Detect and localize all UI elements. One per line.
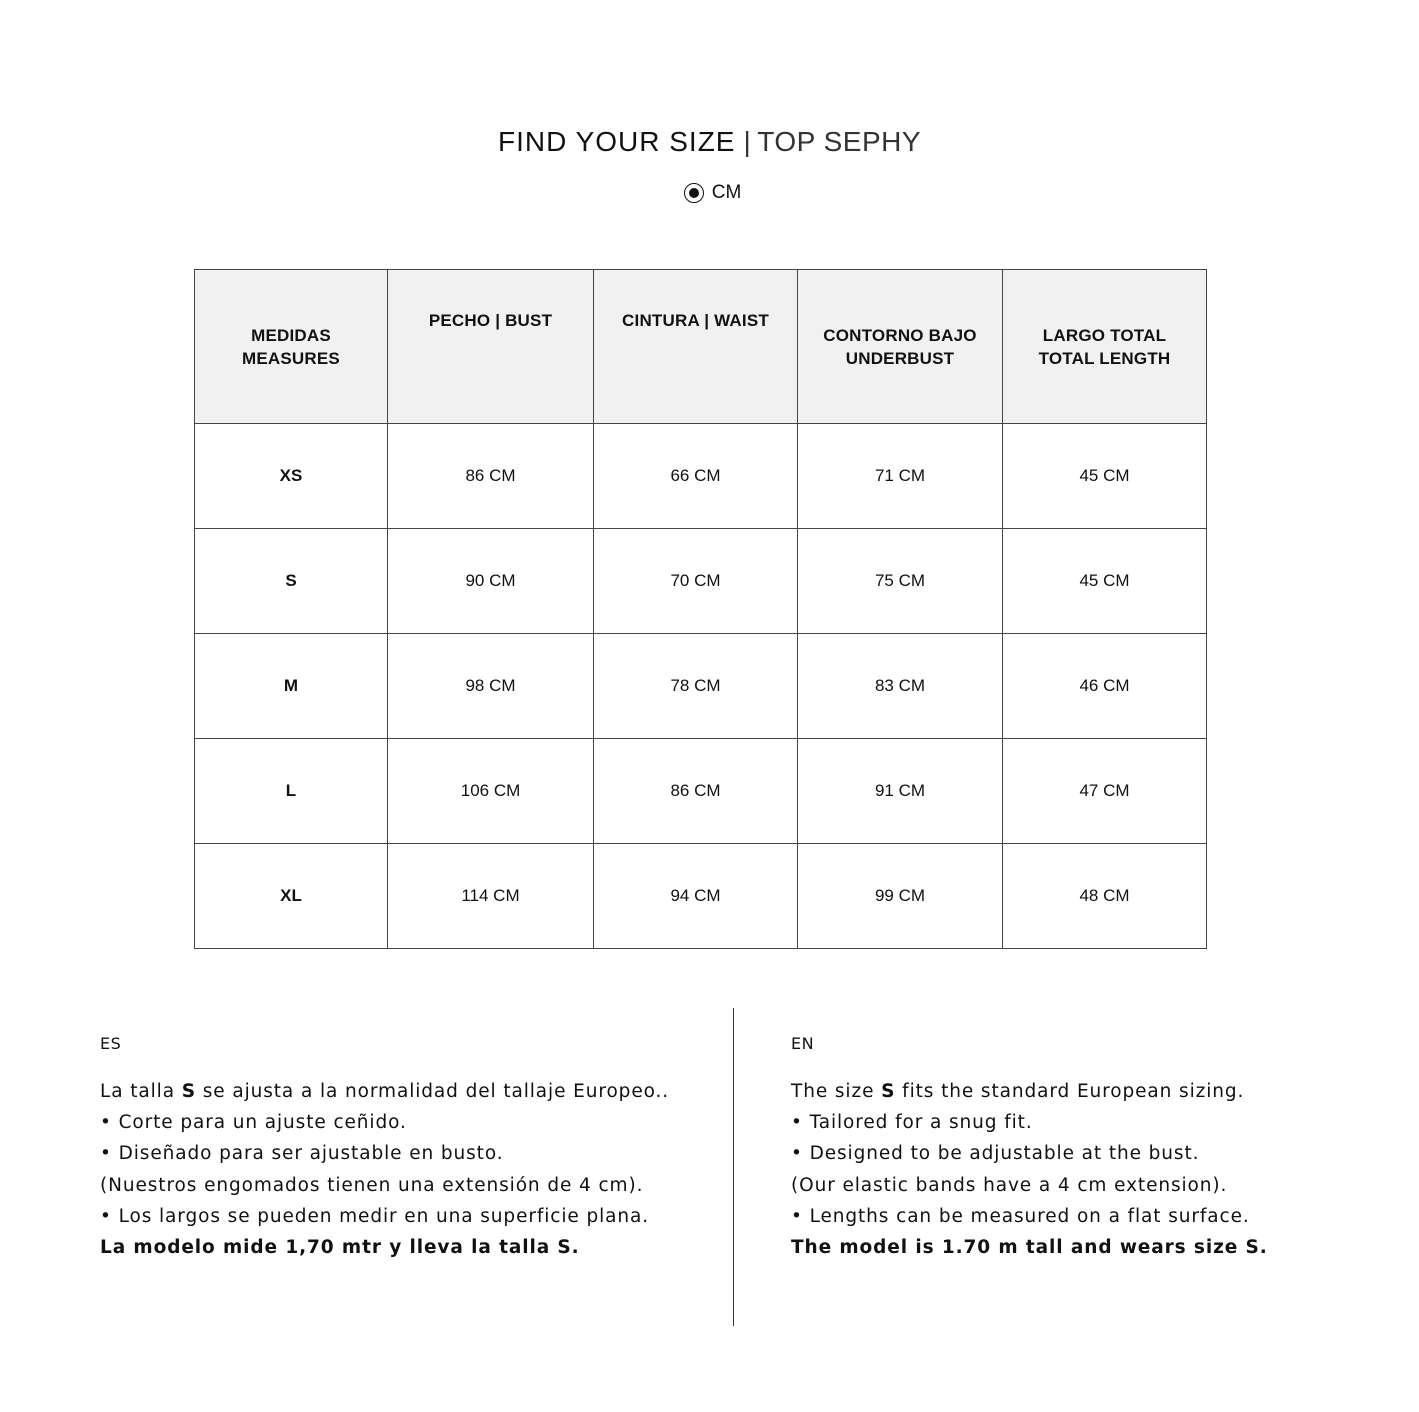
size-cell: M (195, 634, 388, 739)
intro-prefix-es: La talla (100, 1081, 182, 1102)
page-title (0, 124, 1419, 160)
underbust-cell: 91 CM (798, 739, 1003, 844)
bust-cell: 106 CM (388, 739, 594, 844)
underbust-cell: 99 CM (798, 844, 1003, 949)
note-line-es: • Los largos se pueden medir en una superficie plana. (100, 1205, 650, 1227)
intro-suffix-es: se ajusta a la normalidad del tallaje Europeo.. (195, 1081, 670, 1102)
bust-cell: 114 CM (388, 844, 594, 949)
header-underbust (798, 270, 1003, 424)
intro-suffix-en: fits the standard European sizing. (895, 1081, 1245, 1102)
intro-prefix-en: The size (791, 1081, 882, 1102)
column-divider (733, 1008, 734, 1326)
note-line-es: • Diseñado para ser ajustable en busto. (100, 1143, 504, 1165)
size-chart-table (194, 269, 1207, 949)
waist-cell: 70 CM (594, 529, 798, 634)
note-line-en: • Designed to be adjustable at the bust. (791, 1143, 1200, 1165)
header-length-en: TOTAL LENGTH (1038, 348, 1171, 368)
length-cell: 45 CM (1003, 529, 1207, 634)
length-cell: 48 CM (1003, 844, 1207, 949)
intro-line-es (100, 1076, 720, 1107)
header-bust-label: PECHO | BUST (428, 311, 553, 330)
size-cell: L (195, 739, 388, 844)
underbust-cell: 83 CM (798, 634, 1003, 739)
note-line-en: • Tailored for a snug fit. (791, 1112, 1033, 1134)
unit-label: CM (711, 182, 742, 203)
header-waist (594, 270, 798, 424)
notes-en (791, 1034, 1391, 1263)
title-separator: | (743, 126, 752, 157)
waist-cell: 94 CM (594, 844, 798, 949)
model-line-es: La modelo mide 1,70 mtr y lleva la talla S. (100, 1236, 580, 1258)
length-cell: 45 CM (1003, 424, 1207, 529)
table-row (195, 844, 1207, 949)
intro-line-en (791, 1076, 1391, 1107)
header-measures-en: MEASURES (242, 348, 340, 368)
radio-dot-icon (689, 188, 699, 198)
table-row (195, 424, 1207, 529)
waist-cell: 78 CM (594, 634, 798, 739)
bust-cell: 90 CM (388, 529, 594, 634)
title-main: FIND YOUR SIZE (497, 126, 736, 157)
header-length-es: LARGO TOTAL (1042, 325, 1167, 345)
product-name: TOP SEPHY (757, 126, 922, 157)
length-cell: 46 CM (1003, 634, 1207, 739)
header-waist-label: CINTURA | WAIST (622, 311, 769, 330)
lang-label-es: ES (100, 1034, 122, 1053)
lang-label-en: EN (791, 1034, 815, 1053)
note-line-en: • Lengths can be measured on a flat surface. (791, 1205, 1250, 1227)
header-measures (195, 270, 388, 424)
table-row (195, 634, 1207, 739)
size-cell: XS (195, 424, 388, 529)
underbust-cell: 75 CM (798, 529, 1003, 634)
unit-selector[interactable] (0, 182, 1419, 204)
size-cell: XL (195, 844, 388, 949)
bust-cell: 86 CM (388, 424, 594, 529)
header-underbust-en: UNDERBUST (845, 348, 955, 368)
notes-es (100, 1034, 720, 1263)
intro-size-en: S (881, 1081, 896, 1102)
note-line-es: • Corte para un ajuste ceñido. (100, 1112, 407, 1134)
underbust-cell: 71 CM (798, 424, 1003, 529)
bust-cell: 98 CM (388, 634, 594, 739)
note-line-es: (Nuestros engomados tienen una extensión de 4 cm). (100, 1174, 644, 1196)
header-measures-es: MEDIDAS (251, 325, 331, 345)
header-underbust-es: CONTORNO BAJO (823, 325, 977, 345)
table-header-row (195, 270, 1207, 424)
model-line-en: The model is 1.70 m tall and wears size S. (791, 1236, 1268, 1258)
header-length (1003, 270, 1207, 424)
table-row (195, 529, 1207, 634)
intro-size-es: S (181, 1081, 196, 1102)
header-bust (388, 270, 594, 424)
table-row (195, 739, 1207, 844)
radio-selected-icon[interactable] (684, 183, 704, 203)
note-line-en: (Our elastic bands have a 4 cm extension). (791, 1174, 1228, 1196)
waist-cell: 66 CM (594, 424, 798, 529)
length-cell: 47 CM (1003, 739, 1207, 844)
waist-cell: 86 CM (594, 739, 798, 844)
size-cell: S (195, 529, 388, 634)
